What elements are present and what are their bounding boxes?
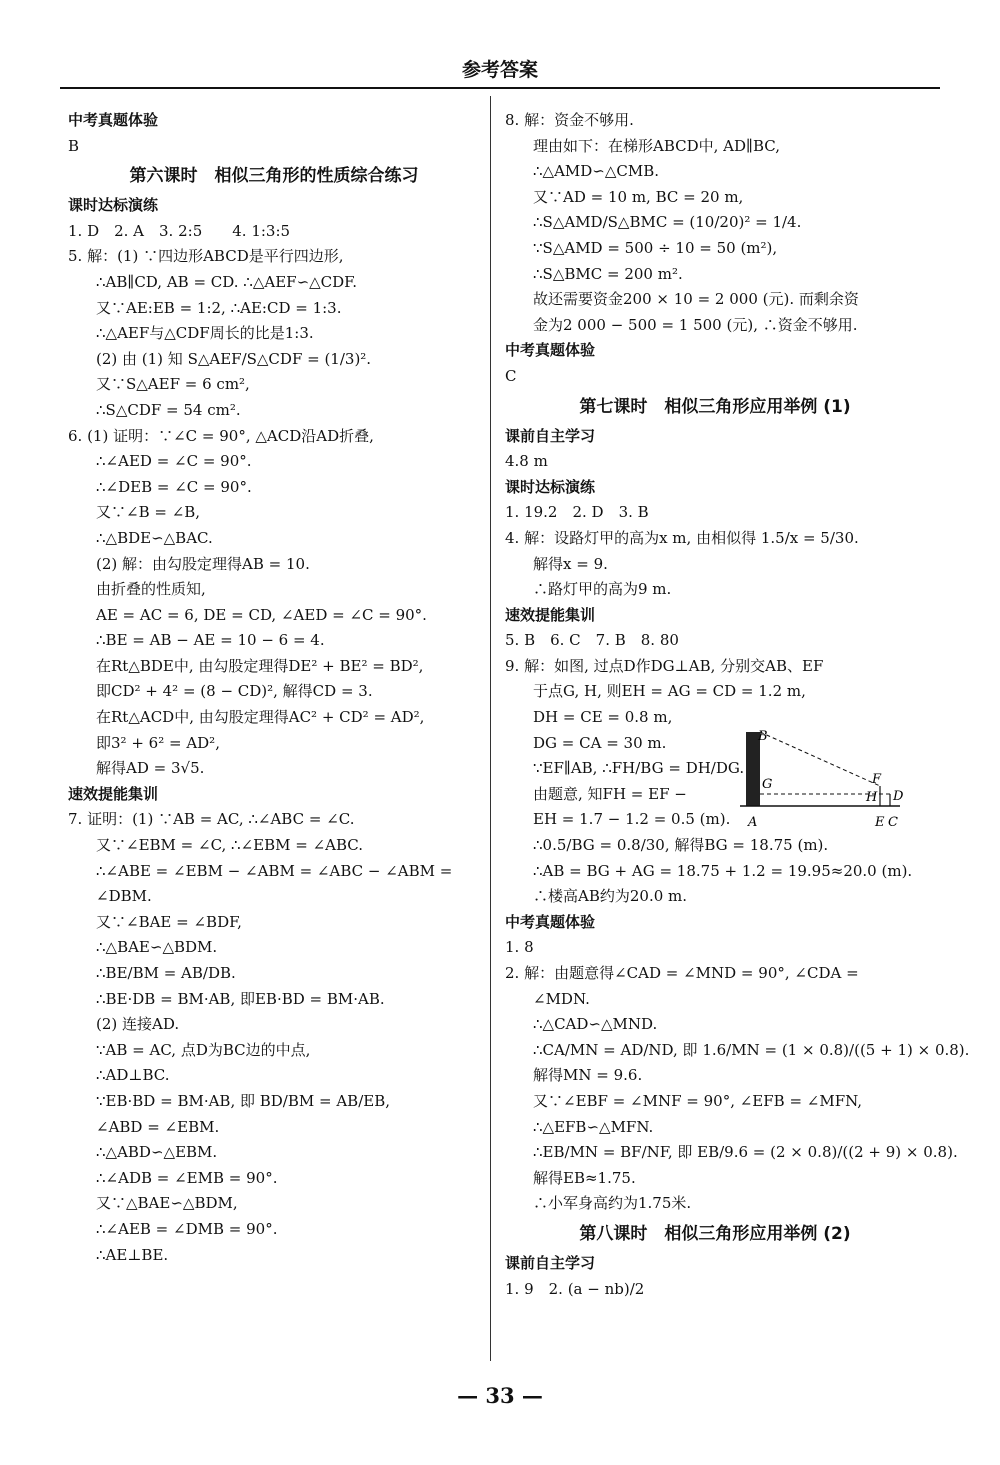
answer-line: (2) 连接AD. bbox=[96, 1015, 180, 1034]
answer-line: ∵EF∥AB, ∴FH/BG = DH/DG. bbox=[533, 759, 745, 778]
answer-line: ∴AB∥CD, AB = CD. ∴△AEF∽△CDF. bbox=[96, 272, 358, 291]
answer-line: ∴CA/MN = AD/ND, 即 1.6/MN = (1 × 0.8)/((5 + 1) × 0.8). bbox=[533, 1040, 970, 1059]
answer-line: ∴△CAD∽△MND. bbox=[533, 1015, 658, 1034]
answer-line: 8. 解：资金不够用. bbox=[505, 111, 634, 129]
answer-line: ∴∠AEB = ∠DMB = 90°. bbox=[96, 1219, 278, 1238]
answer-line: 又∵△BAE∽△BDM, bbox=[96, 1194, 238, 1213]
answer-line: 2. 解：由题意得∠CAD = ∠MND = 90°, ∠CDA = bbox=[505, 964, 859, 982]
section-heading: 中考真题体验 bbox=[505, 341, 596, 360]
page-header bbox=[60, 0, 940, 90]
answer-line: (2) 由 (1) 知 S△AEF/S△CDF = (1/3)². bbox=[96, 349, 372, 368]
answer-line: C bbox=[505, 366, 517, 385]
answer-line: 6. (1) 证明：∵∠C = 90°, △ACD沿AD折叠, bbox=[68, 426, 374, 445]
answer-line: 在Rt△BDE中, 由勾股定理得DE² + BE² = BD², bbox=[96, 656, 424, 675]
sight-line bbox=[760, 732, 880, 786]
answer-line: 1. 8 bbox=[505, 938, 534, 957]
answer-line: ∴AB = BG + AG = 18.75 + 1.2 = 19.95≈20.0 (m). bbox=[533, 861, 913, 880]
lesson-title: 第八课时 相似三角形应用举例 (2) bbox=[579, 1223, 851, 1244]
answer-line: 即CD² + 4² = (8 − CD)², 解得CD = 3. bbox=[96, 682, 373, 701]
answer-line: ∴路灯甲的高为9 m. bbox=[533, 580, 672, 599]
header-title: 参考答案 bbox=[461, 59, 538, 81]
answer-line: 解得EB≈1.75. bbox=[533, 1168, 636, 1187]
answer-line: ∴△BDE∽△BAC. bbox=[96, 528, 213, 547]
answer-line: EH = 1.7 − 1.2 = 0.5 (m). bbox=[533, 810, 731, 829]
section-heading: 课前自主学习 bbox=[505, 1253, 596, 1272]
answer-line: ∴△BAE∽△BDM. bbox=[96, 938, 218, 957]
answer-line: 1. D 2. A 3. 2:5 4. 1:3:5 bbox=[68, 221, 291, 240]
answer-line: ∠ABD = ∠EBM. bbox=[96, 1117, 220, 1136]
answer-line: 在Rt△ACD中, 由勾股定理得AC² + CD² = AD², bbox=[96, 708, 425, 727]
section-heading: 中考真题体验 bbox=[68, 111, 159, 129]
header-rule bbox=[60, 87, 940, 89]
answer-line: 1. 9 2. (a − nb)/2 bbox=[505, 1279, 645, 1298]
answer-line: DH = CE = 0.8 m, bbox=[533, 708, 673, 727]
answer-line: 4. 解：设路灯甲的高为x m, 由相似得 1.5/x = 5/30. bbox=[505, 528, 859, 547]
answer-line: 由折叠的性质知, bbox=[96, 580, 206, 599]
section-heading: 课时达标演练 bbox=[505, 477, 596, 496]
answer-line: ∴△ABD∽△EBM. bbox=[96, 1143, 218, 1162]
answer-line: 解得x = 9. bbox=[533, 554, 608, 573]
answer-line: ∴△AEF与△CDF周长的比是1:3. bbox=[96, 324, 314, 343]
left-column bbox=[68, 108, 480, 1268]
answer-line: DG = CA = 30 m. bbox=[533, 733, 667, 752]
section-heading: 中考真题体验 bbox=[505, 912, 596, 931]
label-a: A bbox=[748, 815, 758, 830]
label-g: G bbox=[762, 777, 773, 792]
answer-line: ∴小军身高约为1.75米. bbox=[533, 1194, 692, 1213]
answer-line: 又∵S△AEF = 6 cm², bbox=[96, 375, 250, 394]
building-figure bbox=[740, 728, 908, 834]
answer-line: ∴楼高AB约为20.0 m. bbox=[533, 887, 688, 906]
answer-line: ∵EB·BD = BM·AB, 即 BD/BM = AB/EB, bbox=[96, 1091, 390, 1110]
answer-line: ∴BE/BM = AB/DB. bbox=[96, 964, 236, 982]
answer-line: ∴∠DEB = ∠C = 90°. bbox=[96, 477, 252, 496]
answer-line: 又∵∠BAE = ∠BDF, bbox=[96, 912, 242, 931]
answer-line: ∵AB = AC, 点D为BC边的中点, bbox=[96, 1040, 311, 1059]
answer-line: 由题意, 知FH = EF − bbox=[533, 784, 687, 803]
answer-line: ∠DBM. bbox=[96, 887, 152, 906]
answer-line: ∴EB/MN = BF/NF, 即 EB/9.6 = (2 × 0.8)/((2 + 9) × 0.8). bbox=[533, 1143, 958, 1162]
page-number: — 33 — bbox=[457, 1383, 543, 1408]
answer-line: ∴△EFB∽△MFN. bbox=[533, 1117, 654, 1136]
label-f: F bbox=[872, 772, 882, 787]
answer-line: ∴△AMD∽△CMB. bbox=[533, 162, 660, 181]
answer-line: 9. 解：如图, 过点D作DG⊥AB, 分别交AB、EF bbox=[505, 656, 824, 675]
answer-line: 故还需要资金200 × 10 = 2 000 (元). 而剩余资 bbox=[533, 290, 859, 309]
answer-line: ∴S△CDF = 54 cm². bbox=[96, 400, 241, 419]
answer-line: 7. 证明：(1) ∵AB = AC, ∴∠ABC = ∠C. bbox=[68, 810, 355, 829]
section-heading: 课时达标演练 bbox=[68, 196, 159, 215]
answer-line: ∴AE⊥BE. bbox=[96, 1245, 169, 1264]
right-column bbox=[505, 108, 970, 1302]
answer-line: ∵S△AMD = 500 ÷ 10 = 50 (m²), bbox=[533, 238, 778, 257]
label-d: D bbox=[893, 789, 904, 804]
lesson-title: 第六课时 相似三角形的性质综合练习 bbox=[129, 166, 419, 187]
answer-line: (2) 解：由勾股定理得AB = 10. bbox=[96, 554, 310, 573]
answer-line: AE = AC = 6, DE = CD, ∠AED = ∠C = 90°. bbox=[96, 605, 427, 624]
answer-line: 5. B 6. C 7. B 8. 80 bbox=[505, 631, 679, 650]
answer-line: 即3² + 6² = AD², bbox=[96, 733, 220, 752]
label-e: E bbox=[875, 815, 885, 830]
answer-line: 又∵∠EBM = ∠C, ∴∠EBM = ∠ABC. bbox=[96, 836, 364, 855]
column-divider bbox=[490, 96, 491, 1361]
answer-line: 5. 解：(1) ∵四边形ABCD是平行四边形, bbox=[68, 247, 344, 266]
answer-line: ∴BE = AB − AE = 10 − 6 = 4. bbox=[96, 631, 325, 650]
section-heading: 速效提能集训 bbox=[68, 784, 159, 803]
answer-line: 1. 19.2 2. D 3. B bbox=[505, 503, 649, 522]
answer-line: ∴0.5/BG = 0.8/30, 解得BG = 18.75 (m). bbox=[533, 836, 829, 855]
answer-line: 又∵∠B = ∠B, bbox=[96, 503, 201, 522]
answer-line: 金为2 000 − 500 = 1 500 (元), ∴资金不够用. bbox=[533, 315, 858, 334]
answer-line: ∴S△BMC = 200 m². bbox=[533, 264, 683, 283]
watermark-logo bbox=[838, 1398, 988, 1460]
answer-line: B bbox=[68, 136, 80, 155]
label-c: C bbox=[888, 815, 898, 830]
answer-line: 解得MN = 9.6. bbox=[533, 1066, 643, 1085]
section-heading: 课前自主学习 bbox=[505, 426, 596, 445]
answer-line: ∴∠ABE = ∠EBM − ∠ABM = ∠ABC − ∠ABM = bbox=[96, 861, 453, 880]
answer-line: 又∵AD = 10 m, BC = 20 m, bbox=[533, 187, 744, 206]
answer-line: 又∵AE:EB = 1:2, ∴AE:CD = 1:3. bbox=[96, 298, 342, 317]
answer-line: ∴∠ADB = ∠EMB = 90°. bbox=[96, 1168, 278, 1187]
answer-line: 又∵∠EBF = ∠MNF = 90°, ∠EFB = ∠MFN, bbox=[533, 1091, 863, 1110]
label-b: B bbox=[758, 729, 768, 744]
answer-line: 理由如下：在梯形ABCD中, AD∥BC, bbox=[533, 136, 780, 155]
lesson-title: 第七课时 相似三角形应用举例 (1) bbox=[579, 396, 851, 417]
answer-line: ∠MDN. bbox=[533, 989, 590, 1008]
answer-line: ∴∠AED = ∠C = 90°. bbox=[96, 452, 252, 471]
answer-line: 4.8 m bbox=[505, 452, 548, 471]
answer-line: ∴BE·DB = BM·AB, 即EB·BD = BM·AB. bbox=[96, 989, 385, 1008]
answer-line: ∴AD⊥BC. bbox=[96, 1066, 170, 1085]
label-h: H bbox=[866, 790, 878, 805]
answer-line: 于点G, H, 则EH = AG = CD = 1.2 m, bbox=[533, 682, 806, 701]
answer-line: ∴S△AMD/S△BMC = (10/20)² = 1/4. bbox=[533, 213, 802, 232]
section-heading: 速效提能集训 bbox=[505, 605, 596, 624]
answer-line: 解得AD = 3√5. bbox=[96, 759, 205, 778]
